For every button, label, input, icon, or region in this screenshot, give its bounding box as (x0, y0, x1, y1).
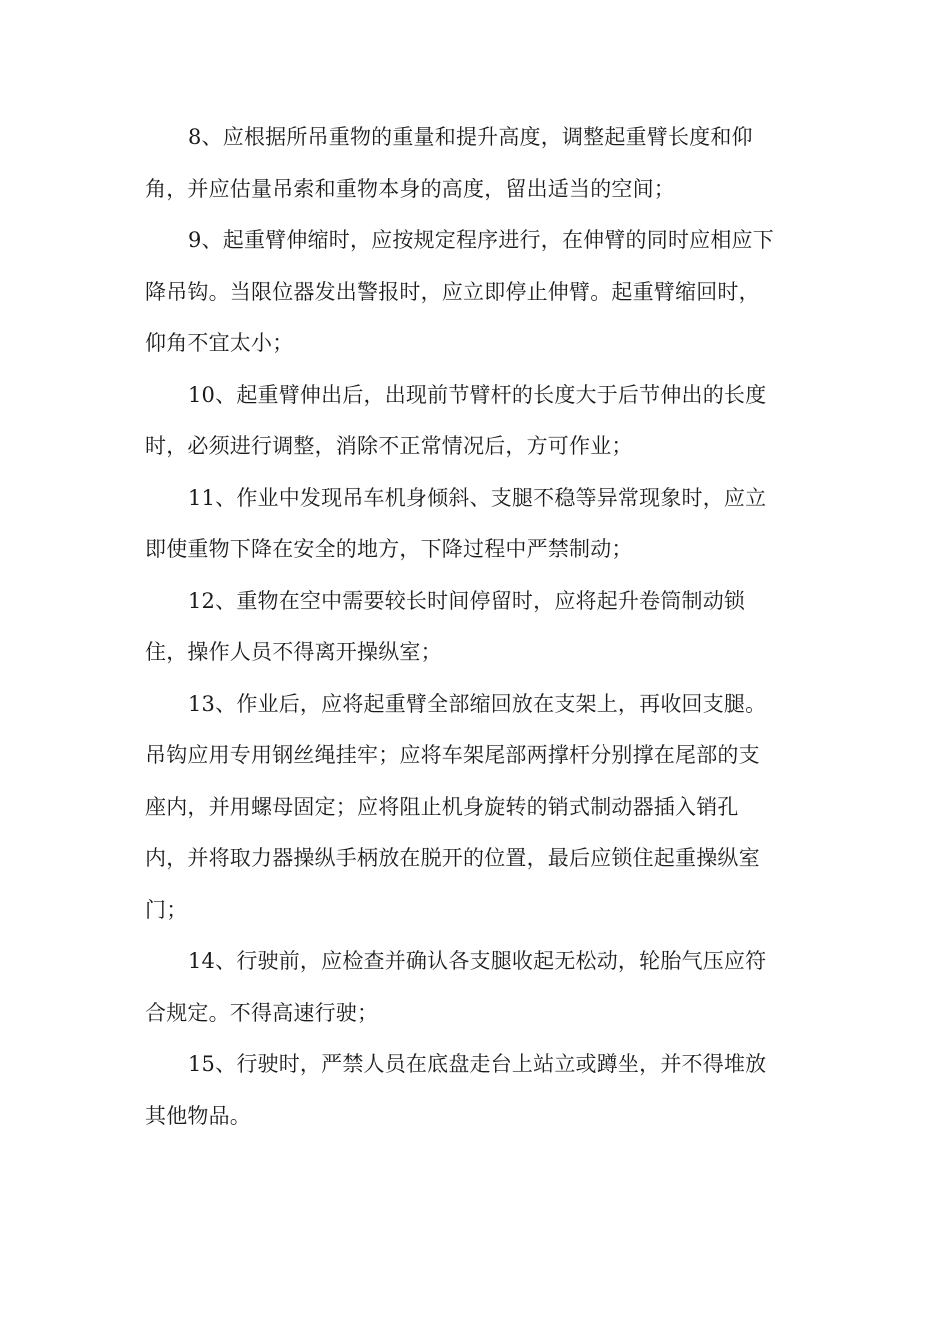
item-13-line-1: 13、作业后，应将起重臂全部缩回放在支架上，再收回支腿。 (188, 691, 767, 716)
item-11-line-2: 即使重物下降在安全的地方，下降过程中严禁制动； (145, 537, 633, 561)
document-body (145, 112, 805, 1142)
item-9-line-2: 降吊钩。当限位器发出警报时，应立即停止伸臂。起重臂缩回时， (145, 279, 760, 304)
item-13-line-4: 内，并将取力器操纵手柄放在脱开的位置，最后应锁住起重操纵室 (145, 846, 760, 870)
item-15-line-1: 15、行驶时，严禁人员在底盘走台上站立或蹲坐，并不得堆放 (188, 1052, 767, 1076)
item-13-line-2: 吊钩应用专用钢丝绳挂牢；应将车架尾部两撑杆分别撑在尾部的支 (145, 743, 760, 767)
item-8-line-2: 角，并应估量吊索和重物本身的高度，留出适当的空间； (145, 176, 675, 201)
item-14-line-2: 合规定。不得高速行驶； (145, 1000, 379, 1025)
item-13-line-3: 座内，并用螺母固定；应将阻止机身旋转的销式制动器插入销孔 (145, 794, 739, 819)
item-9-line-1: 9、起重臂伸缩时，应按规定程序进行，在伸臂的同时应相应下 (188, 228, 774, 252)
item-9-line-3: 仰角不宜太小； (145, 331, 294, 355)
item-11-line-1: 11、作业中发现吊车机身倾斜、支腿不稳等异常现象时，应立 (188, 485, 767, 510)
item-12-line-1: 12、重物在空中需要较长时间停留时，应将起升卷筒制动锁 (188, 588, 746, 613)
item-14-line-1: 14、行驶前，应检查并确认各支腿收起无松动，轮胎气压应符 (188, 949, 767, 973)
item-10-line-1: 10、起重臂伸出后，出现前节臂杆的长度大于后节伸出的长度 (188, 382, 767, 407)
item-10-line-2: 时，必须进行调整，消除不正常情况后，方可作业； (145, 434, 633, 458)
item-15-line-2: 其他物品。 (145, 1103, 251, 1128)
item-13-line-5: 门； (145, 897, 188, 922)
item-8-line-1: 8、应根据所吊重物的重量和提升高度，调整起重臂长度和仰 (188, 125, 753, 149)
item-12-line-2: 住，操作人员不得离开操纵室； (145, 640, 442, 664)
